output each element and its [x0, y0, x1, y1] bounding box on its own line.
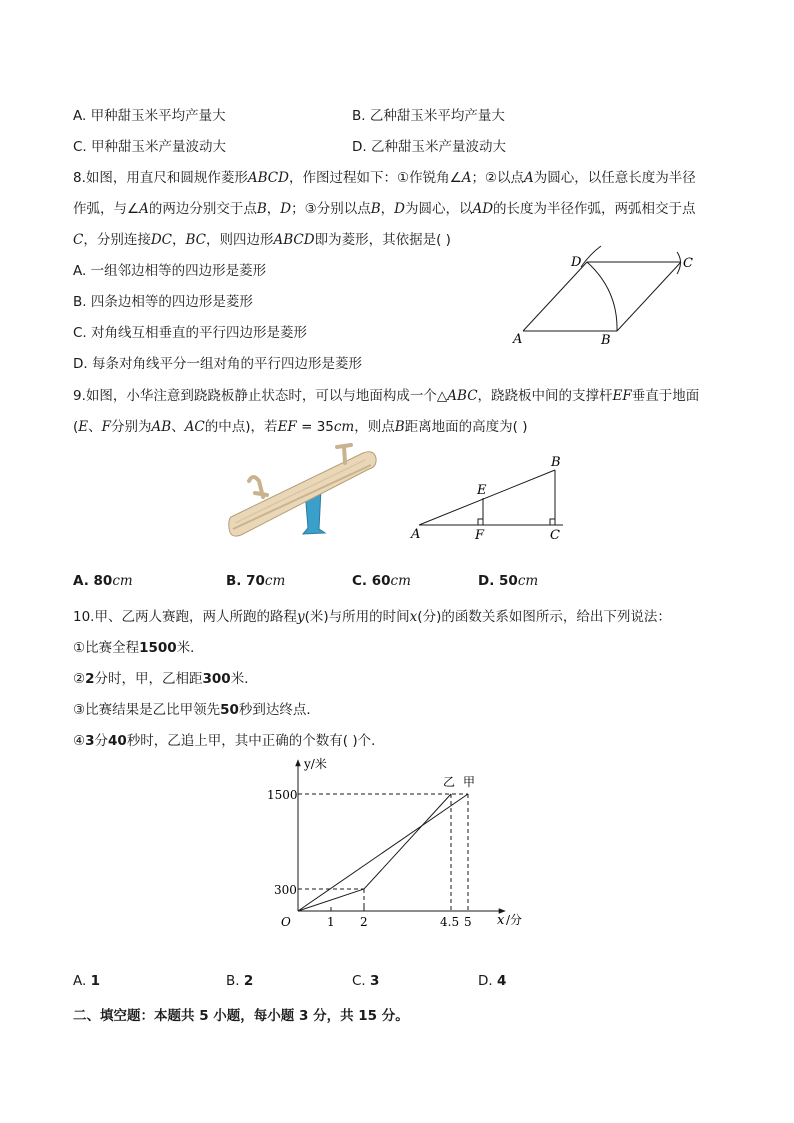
q10-xtick-label-45: 4.5	[440, 915, 460, 929]
q10-xtick-label-5: 5	[464, 915, 472, 929]
q10-xlabel-var: x	[497, 913, 505, 928]
q8-option-c: C. 对角线互相垂直的平行四边形是菱形	[73, 325, 308, 341]
q10-option-c: C. 3	[352, 973, 380, 989]
q8-label-d: D	[571, 255, 582, 270]
q9-label-c: C	[550, 528, 560, 543]
q9-label-b: B	[551, 455, 561, 470]
q7-option-c: C. 甲种甜玉米产量波动大	[73, 139, 227, 155]
q9-label-a: A	[411, 527, 421, 542]
seesaw-left-handle	[249, 477, 267, 497]
q9-option-a: A. 80cm	[73, 573, 133, 589]
q10-ylabel: y/米	[304, 757, 327, 771]
q8-side-bc	[617, 262, 681, 331]
q10-statement-2: ②2分时，甲，乙相距300米．	[73, 671, 258, 687]
q8-label-c: C	[683, 256, 693, 271]
q10-ytick-300: 300	[274, 883, 297, 897]
q8-label-a: A	[513, 332, 523, 347]
q8-arc-near-d	[581, 246, 601, 267]
q8-option-d: D. 每条对角线平分一组对角的平行四边形是菱形	[73, 356, 362, 372]
q8-stem-line2: 作弧，与∠A的两边分别交于点B，D；③分别以点B，D为圆心，以AD的长度为半径作弧，两弧相交于点	[73, 201, 696, 217]
q9-right-angle-f	[478, 519, 483, 525]
q7-option-b: B. 乙种甜玉米平均产量大	[352, 108, 505, 124]
q9-triangle-figure	[405, 450, 585, 545]
q10-origin: O	[281, 915, 291, 929]
q10-option-d: D. 4	[478, 973, 507, 989]
q8-side-ad	[523, 262, 587, 331]
q9-side-ab	[419, 470, 555, 525]
q9-stem-line2: (E、F分别为AB、AC的中点)，若EF = 35cm，则点B距离地面的高度为( )	[73, 419, 528, 435]
q8-label-b: B	[601, 333, 611, 348]
q10-xtick-label-2: 2	[360, 915, 368, 929]
q10-distance-time-graph	[265, 752, 540, 937]
q10-option-b: B. 2	[226, 973, 254, 989]
q8-stem-line3: C，分别连接DC，BC，则四边形ABCD即为菱形，其依据是( )	[73, 232, 451, 248]
q9-label-e: E	[477, 483, 487, 498]
q10-xtick-label-1: 1	[327, 915, 335, 929]
q9-option-b: B. 70cm	[226, 573, 286, 589]
q10-statement-4: ④3分40秒时，乙追上甲，其中正确的个数有( )个．	[73, 733, 385, 749]
q10-series-label-yi: 乙	[443, 775, 456, 789]
q10-series-yi	[298, 794, 451, 911]
seesaw-plank-edge	[233, 465, 371, 529]
q8-option-a: A. 一组邻边相等的四边形是菱形	[73, 263, 267, 279]
q7-option-a: A. 甲种甜玉米平均产量大	[73, 108, 226, 124]
q10-xlabel-unit: /分	[506, 913, 523, 927]
q9-stem-line1: 9.如图，小华注意到跷跷板静止状态时，可以与地面构成一个△ABC，跷跷板中间的支撑杆EF垂直于地面	[73, 388, 700, 404]
q9-option-c: C. 60cm	[352, 573, 411, 589]
seesaw-illustration	[225, 443, 380, 543]
section-2-heading: 二、填空题：本题共 5 小题，每小题 3 分，共 15 分。	[73, 1008, 409, 1024]
q10-ytick-1500: 1500	[267, 788, 298, 802]
q9-option-d: D. 50cm	[478, 573, 539, 589]
q10-statement-1: ①比赛全程1500米．	[73, 640, 204, 656]
q10-series-label-jia: 甲	[463, 775, 476, 789]
q10-stem-line1: 10.甲、乙两人赛跑，两人所跑的路程y(米)与所用的时间x(分)的函数关系如图所示，给出下列说法：	[73, 609, 671, 625]
q9-right-angle-c	[550, 519, 555, 525]
q10-series-jia	[298, 794, 468, 911]
q9-label-f: F	[475, 528, 485, 543]
q8-arc-from-a	[587, 262, 617, 331]
q8-stem-line1: 8.如图，用直尺和圆规作菱形ABCD，作图过程如下：①作锐角∠A；②以点A为圆心，以任意长度为半径	[73, 170, 696, 186]
q8-rhombus-figure	[505, 240, 705, 350]
seesaw-plank	[229, 452, 376, 536]
q10-statement-3: ③比赛结果是乙比甲领先50秒到达终点．	[73, 702, 320, 718]
q8-option-b: B. 四条边相等的四边形是菱形	[73, 294, 253, 310]
q7-option-d: D. 乙种甜玉米产量波动大	[352, 139, 506, 155]
q10-option-a: A. 1	[73, 973, 100, 989]
